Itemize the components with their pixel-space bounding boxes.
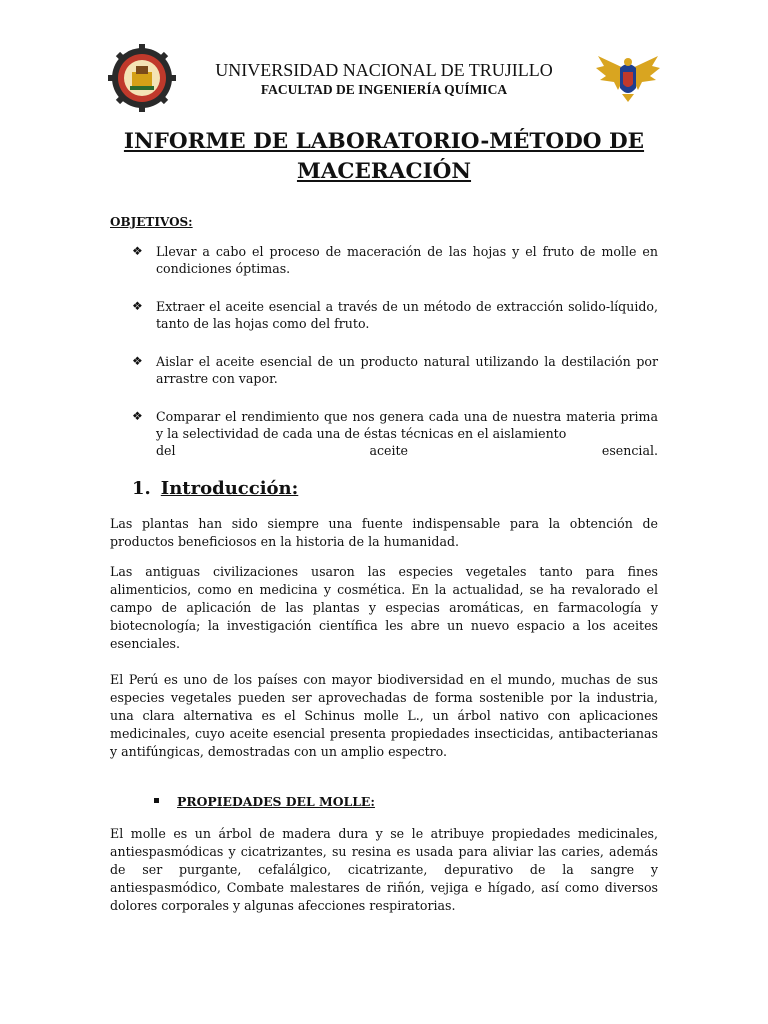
objectives-list xyxy=(132,243,658,480)
diamond-bullet-icon: ❖ xyxy=(132,354,143,368)
last-line-word: esencial. xyxy=(601,443,658,458)
last-line-word: aceite xyxy=(369,443,408,458)
list-item xyxy=(132,243,658,277)
diamond-bullet-icon: ❖ xyxy=(132,244,143,258)
diamond-bullet-icon: ❖ xyxy=(132,299,143,313)
eagle-emblem-icon xyxy=(596,50,660,102)
list-item xyxy=(132,408,658,459)
objective-text: Aislar el aceite esencial de un producto natural utilizando la destilación por arrastre con vapor. xyxy=(156,354,658,386)
objective-text: Comparar el rendimiento que nos genera cada una de nuestra materia prima y la selectividad de cada una de éstas técnicas en el aislamiento xyxy=(156,409,658,441)
objective-last-line xyxy=(156,442,658,459)
objectives-heading: OBJETIVOS: xyxy=(110,215,193,229)
objective-text: Llevar a cabo el proceso de maceración de las hojas y el fruto de molle en condiciones óptimas. xyxy=(156,244,658,276)
university-name: UNIVERSIDAD NACIONAL DE TRUJILLO xyxy=(215,60,553,80)
paragraph: Las antiguas civilizaciones usaron las especies vegetales tanto para fines alimenticios, como en medicina y cosmética. En la actualidad, se ha revalorado el campo de aplicación de las plantas y especias aromáticas, en farmacología y biotecnología; la investigación científica les abre un nuevo espacio a los aceites esenciales. xyxy=(110,564,658,651)
square-bullet-icon xyxy=(154,798,159,803)
properties-heading xyxy=(154,794,375,809)
list-item xyxy=(132,298,658,332)
document-title: INFORME DE LABORATORIO-MÉTODO DE MACERACIÓN xyxy=(123,129,645,184)
list-item xyxy=(132,353,658,387)
last-line-word: del xyxy=(156,443,176,458)
section-heading xyxy=(132,478,298,499)
properties-title: PROPIEDADES DEL MOLLE: xyxy=(177,794,375,809)
paragraph: El molle es un árbol de madera dura y se le atribuye propiedades medicinales, antiespasmódicas y cicatrizantes, su resina es usada para aliviar las caries, además de ser purgante, cefalálgico, cicatrizante, depurativo de la sangre y antiespasmódico, Combate malestares de riñón, vejiga e hígado, así como diversos dolores corporales y algunas afecciones respiratorias. xyxy=(110,826,658,913)
faculty-name: FACULTAD DE INGENIERÍA QUÍMICA xyxy=(260,82,508,97)
paragraph: Las plantas han sido siempre una fuente indispensable para la obtención de productos beneficiosos en la historia de la humanidad. xyxy=(110,516,658,549)
section-number: 1. xyxy=(132,478,151,499)
diamond-bullet-icon: ❖ xyxy=(132,409,143,423)
objective-text: Extraer el aceite esencial a través de un método de extracción solido-líquido, tanto de las hojas como del fruto. xyxy=(156,299,658,331)
section-title: Introducción: xyxy=(160,478,299,499)
paragraph: El Perú es uno de los países con mayor biodiversidad en el mundo, muchas de sus especies vegetales pueden ser aprovechadas de forma sostenible por la industria, una clara alternativa es el Schinus molle L., un árbol nativo con aplicaciones medicinales, cuyo aceite esencial presenta propiedades insecticidas, antibacterianas y antifúngicas, demostradas con un amplio espectro. xyxy=(110,672,658,759)
